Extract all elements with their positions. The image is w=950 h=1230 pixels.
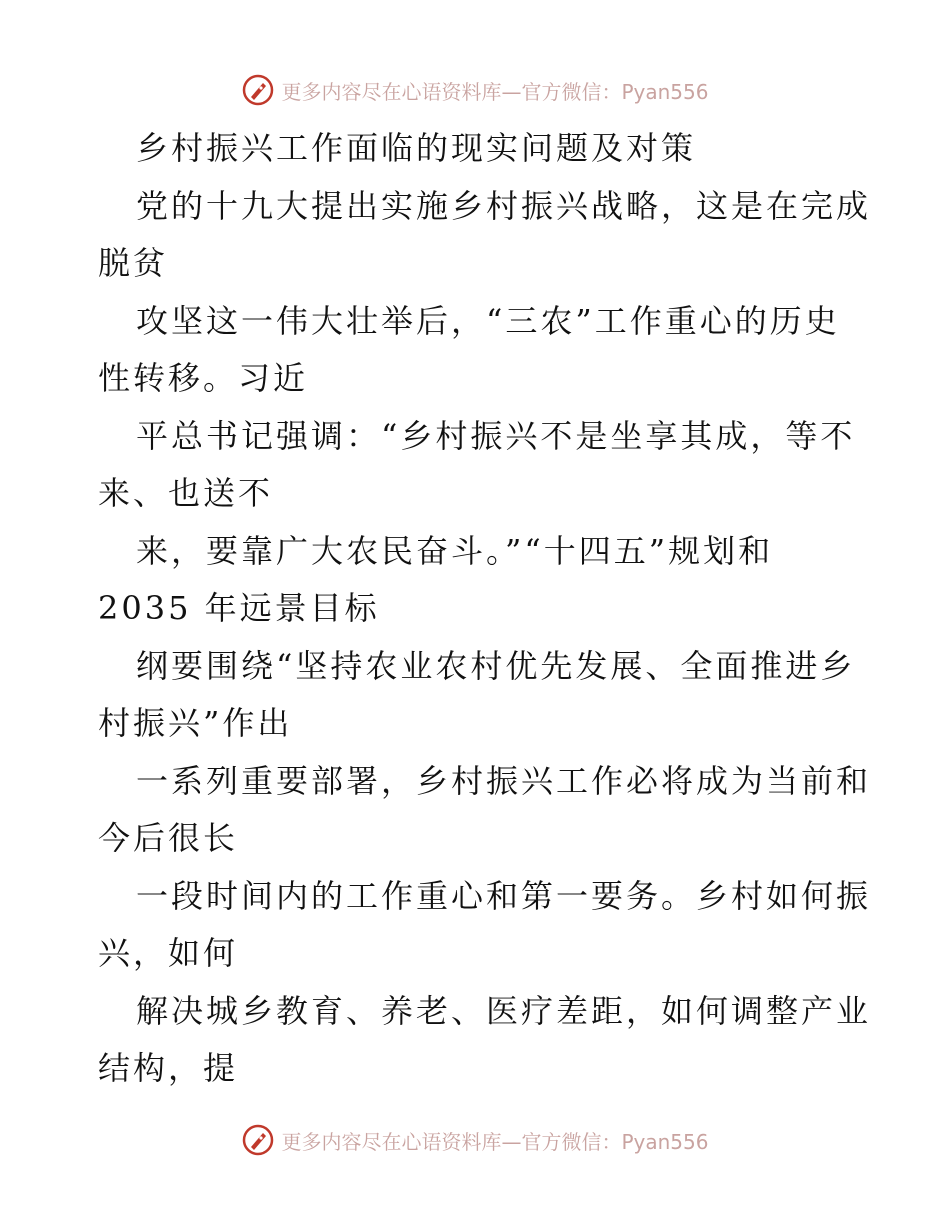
paragraph-line: 性转移。习近	[98, 359, 309, 397]
paragraph-line: 纲要围绕“坚持农业农村优先发展、全面推进乡	[136, 646, 856, 685]
watermark-text: 更多内容尽在心语资料库—官方微信：Pyan556	[281, 1129, 709, 1154]
header-watermark	[0, 70, 950, 110]
paragraph-line: 来，要靠广大农民奋斗。”“十四五”规划和	[136, 531, 774, 570]
pen-nib-icon	[241, 73, 275, 107]
paragraph-line: 攻坚这一伟大壮举后，“三农”工作重心的历史	[136, 301, 840, 340]
paragraph-line: 平总书记强调：“乡村振兴不是坐享其成，等不	[136, 416, 856, 455]
watermark-content	[241, 1123, 708, 1157]
paragraph-line: 村振兴”作出	[98, 704, 293, 742]
paragraph-line: 脱贫	[98, 244, 169, 282]
pen-nib-icon	[241, 1123, 275, 1157]
paragraph-line: 党的十九大提出实施乡村振兴战略，这是在完成	[136, 186, 872, 225]
footer-watermark	[0, 1120, 950, 1160]
paragraph-line: 2035 年远景目标	[98, 589, 380, 627]
watermark-text: 更多内容尽在心语资料库—官方微信：Pyan556	[281, 79, 709, 104]
document-title: 乡村振兴工作面临的现实问题及对策	[136, 129, 697, 167]
paragraph-line: 一系列重要部署，乡村振兴工作必将成为当前和	[136, 761, 872, 800]
paragraph-line: 解决城乡教育、养老、医疗差距，如何调整产业	[136, 991, 872, 1030]
paragraph-line: 结构，提	[98, 1049, 239, 1087]
document-body	[98, 120, 872, 1098]
paragraph-line: 兴，如何	[98, 934, 239, 972]
paragraph-line: 今后很长	[98, 819, 239, 857]
paragraph-line: 来、也送不	[98, 474, 274, 512]
watermark-content	[241, 73, 708, 107]
paragraph-line: 一段时间内的工作重心和第一要务。乡村如何振	[136, 876, 872, 915]
